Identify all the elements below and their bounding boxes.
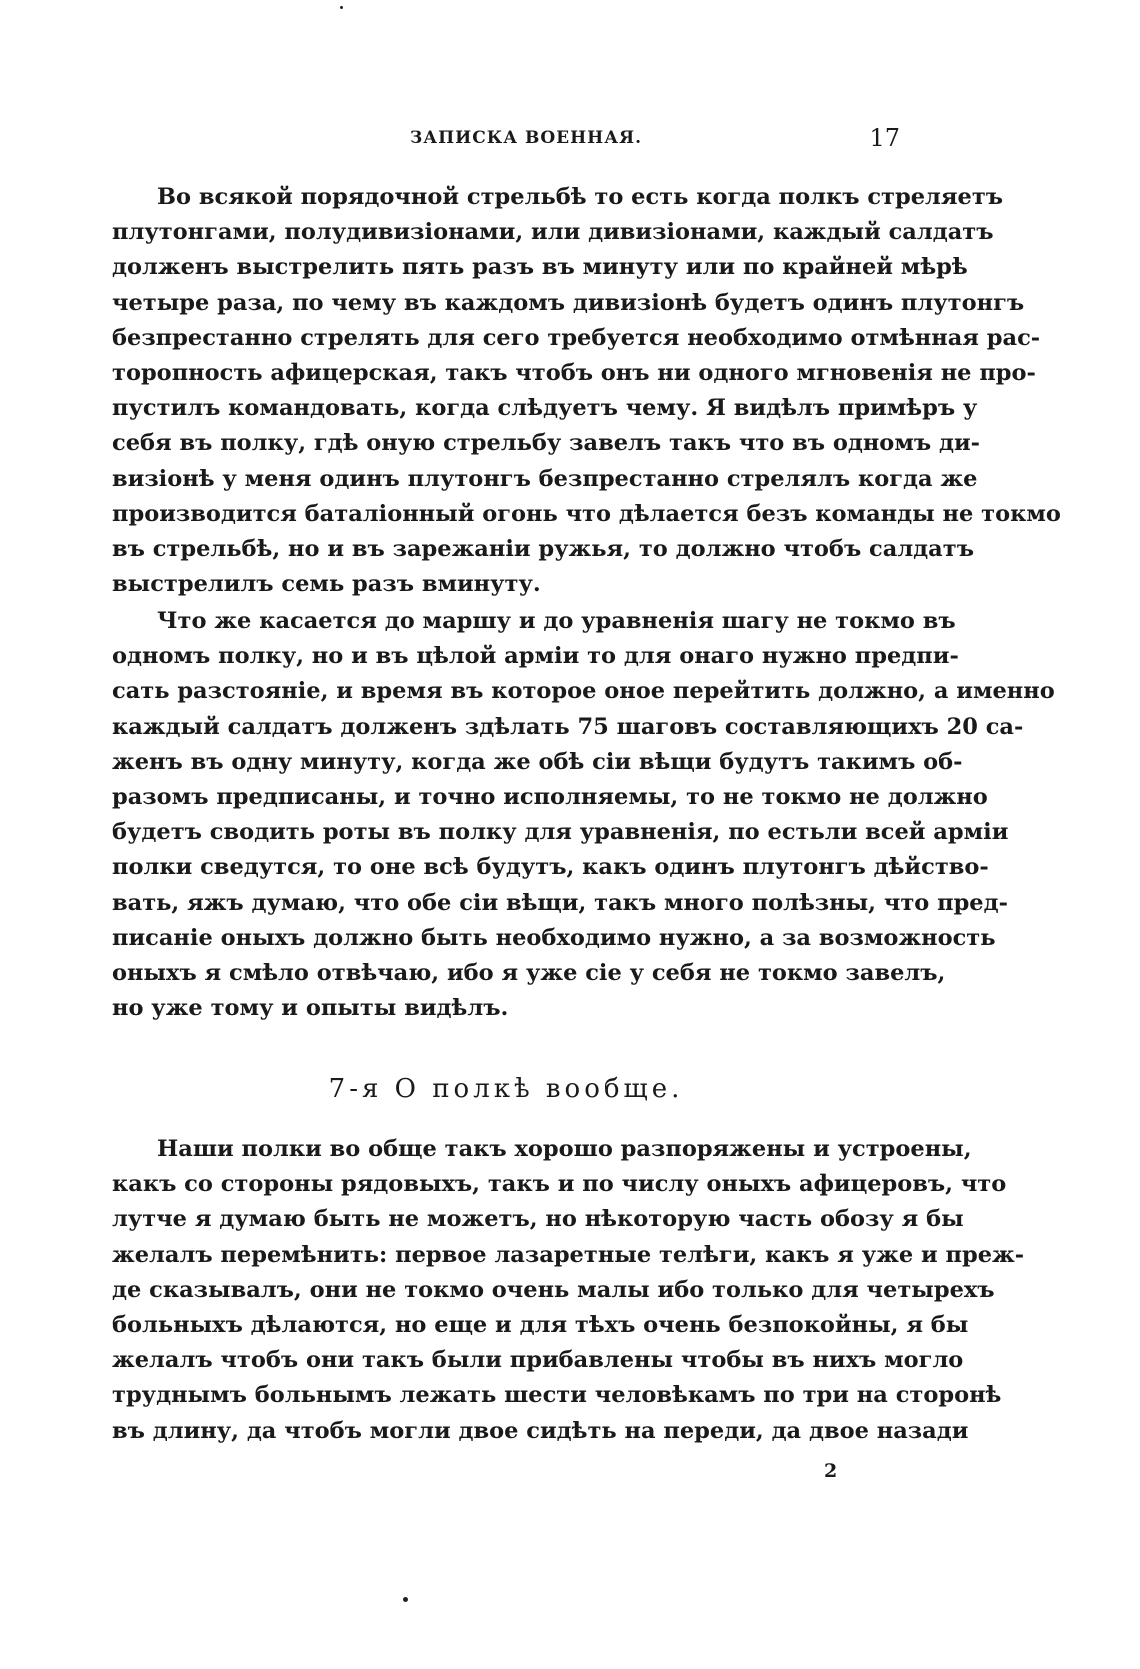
section-heading: 7-я О полкѣ вообще. — [328, 1074, 684, 1104]
text-line: четыре раза, по чему въ каждомъ дивизiонѣ будетъ одинъ плутонгъ — [112, 289, 1025, 316]
text-line: безпрестанно стрелять для сего требуется необходимо отмѣнная рас- — [112, 324, 1041, 351]
text-line: визiонѣ у меня одинъ плутонгъ безпрестанно стрелялъ когда же — [112, 465, 978, 492]
text-line: лутче я думаю быть не можетъ, но нѣкоторую часть обозу я бы — [112, 1206, 964, 1233]
text-line: плутонгами, полудивизiонами, или дивизiонами, каждый салдатъ — [112, 219, 994, 246]
text-line: больныхъ дѣлаются, но еще и для тѣхъ очень безпокойны, я бы — [112, 1311, 969, 1338]
paragraph-1 — [112, 180, 1061, 602]
page-header — [380, 124, 900, 160]
text-line: какъ со стороны рядовыхъ, такъ и по числу оныхъ афицеровъ, что — [112, 1171, 1007, 1198]
text-line: разомъ предписаны, и точно исполняемы, то не токмо не должно — [112, 783, 988, 810]
text-line: производится баталiонный огонь что дѣлается безъ команды не токмо — [112, 500, 1061, 527]
text-line: въ длину, да чтобъ могли двое сидѣть на переди, да двое назади — [112, 1417, 969, 1444]
text-line: де сказывалъ, они не токмо очень малы ибо только для четырехъ — [112, 1276, 995, 1303]
text-line: будетъ сводить роты въ полку для уравненiя, по естьли всей армiи — [112, 819, 1009, 846]
text-line: одномъ полку, но и въ цѣлой армiи то для онаго нужно предпи- — [112, 643, 959, 670]
ink-speck-top — [340, 6, 343, 9]
text-line: въ стрельбѣ, но и въ зарежанiи ружья, то должно чтобъ салдатъ — [112, 535, 974, 562]
running-title: ЗАПИСКА ВОЕННАЯ. — [410, 128, 642, 148]
text-line: писанiе оныхъ должно быть необходимо нужно, а за возможность — [112, 924, 996, 951]
text-line: себя въ полку, гдѣ оную стрельбу завелъ такъ что въ одномъ ди- — [112, 430, 980, 457]
text-line: торопность афицерская, такъ чтобъ онъ ни одного мгновенiя не про- — [112, 359, 1036, 386]
text-line: желалъ перемѣнить: первое лазаретные телѣги, какъ я уже и преж- — [112, 1241, 1025, 1268]
paragraph-3 — [112, 1132, 1025, 1449]
text-line: выстрелилъ семь разъ вминуту. — [112, 571, 541, 598]
text-line: Что же касается до маршу и до уравненiя шагу не токмо въ — [157, 608, 956, 634]
page-number: 17 — [869, 124, 900, 152]
text-line: вать, яжъ думаю, что обе сiи вѣщи, такъ много полѣзны, что пред- — [112, 889, 1008, 916]
text-line: но уже тому и опыты видѣлъ. — [112, 995, 509, 1022]
ink-speck-bottom — [403, 1597, 408, 1602]
text-line: оныхъ я смѣло отвѣчаю, ибо я уже сiе у себя не токмо завелъ, — [112, 959, 946, 986]
text-line: Во всякой порядочной стрельбѣ то есть когда полкъ стреляетъ — [157, 184, 1004, 210]
paragraph-2 — [112, 604, 1055, 1026]
text-line: пустилъ командовать, когда слѣдуетъ чему. Я видѣлъ примѣръ у — [112, 395, 978, 422]
text-line: сать разстоянiе, и время въ которое оное перейтить должно, а именно — [112, 678, 1055, 705]
text-line: долженъ выстрелить пять разъ въ минуту или по крайней мѣрѣ — [112, 254, 968, 281]
signature-mark: 2 — [824, 1460, 838, 1482]
text-line: труднымъ больнымъ лежать шести человѣкамъ по три на сторонѣ — [112, 1382, 1002, 1409]
text-line: полки сведутся, то оне всѣ будутъ, какъ одинъ плутонгъ дѣйство- — [112, 854, 989, 881]
text-line: Наши полки во обще такъ хорошо разпоряжены и устроены, — [157, 1136, 972, 1162]
text-line: женъ въ одну минуту, когда же обѣ сiи вѣщи будутъ такимъ об- — [112, 748, 963, 775]
text-line: каждый салдатъ долженъ здѣлать 75 шаговъ составляющихъ 20 са- — [112, 713, 1024, 740]
text-line: желалъ чтобъ они такъ были прибавлены чтобы въ нихъ могло — [112, 1347, 964, 1374]
